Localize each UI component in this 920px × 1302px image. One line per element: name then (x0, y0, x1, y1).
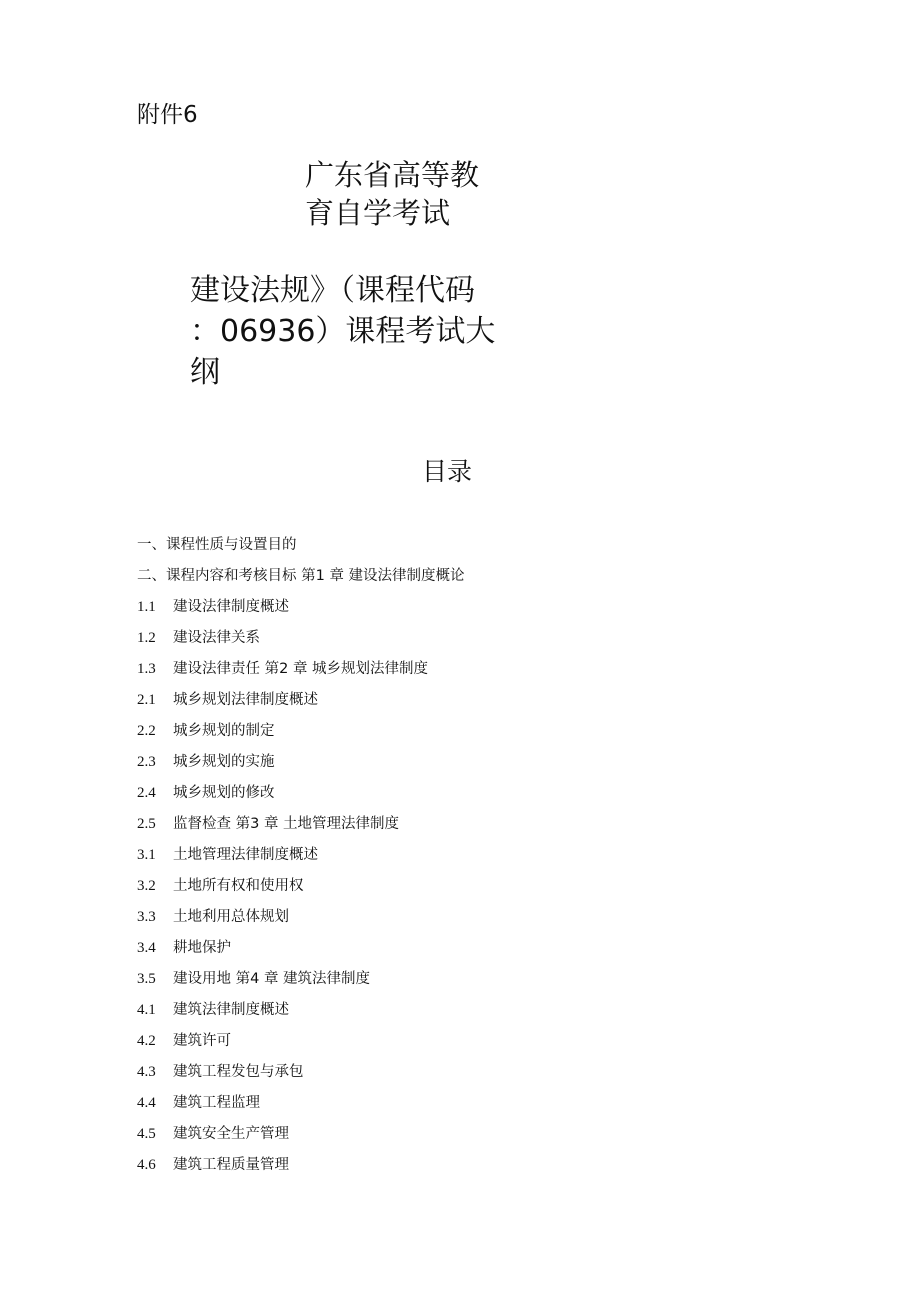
toc-entry[interactable] (137, 563, 465, 594)
toc-entry[interactable] (137, 966, 465, 997)
toc-entry-text: 建设法律关系 (173, 630, 260, 646)
toc-entry-number: 3.4 (137, 940, 156, 956)
toc-entry[interactable] (137, 718, 465, 749)
toc-entry[interactable] (137, 935, 465, 966)
toc-entry-text: 城乡规划的修改 (173, 785, 275, 801)
toc-entry-number: 2.3 (137, 754, 156, 770)
toc-entry-number: 3.3 (137, 909, 156, 925)
toc-entry[interactable] (137, 1059, 465, 1090)
toc-entry-number: 3.2 (137, 878, 156, 894)
attachment-label: 附件6 (137, 102, 198, 128)
title-line: 育自学考试 (305, 196, 451, 230)
toc-entry-text: 耕地保护 (173, 940, 231, 956)
toc-entry-number: 2.5 (137, 816, 156, 832)
toc-entry-text: 建筑法律制度概述 (173, 1002, 289, 1018)
toc-entry[interactable] (137, 873, 465, 904)
toc-entry[interactable] (137, 811, 465, 842)
table-of-contents (137, 532, 465, 1183)
toc-entry-number: 1.2 (137, 630, 156, 646)
toc-entry[interactable] (137, 1152, 465, 1183)
toc-entry-number: 4.6 (137, 1157, 156, 1173)
toc-entry-text: 城乡规划法律制度概述 (173, 692, 318, 708)
toc-entry[interactable] (137, 687, 465, 718)
toc-entry-number: 2.1 (137, 692, 156, 708)
toc-entry-number: 2.4 (137, 785, 156, 801)
toc-entry-text: 建筑安全生产管理 (173, 1126, 289, 1142)
toc-entry-number: 4.1 (137, 1002, 156, 1018)
toc-entry[interactable] (137, 656, 465, 687)
toc-entry-number: 1.3 (137, 661, 156, 677)
toc-entry-text: 城乡规划的制定 (173, 723, 275, 739)
toc-entry[interactable] (137, 842, 465, 873)
toc-entry-number: 3.5 (137, 971, 156, 987)
toc-entry-number: 1.1 (137, 599, 156, 615)
toc-entry-text: 建设用地 第4 章 建筑法律制度 (173, 971, 371, 987)
toc-entry-text: 建设法律责任 第2 章 城乡规划法律制度 (173, 661, 429, 677)
toc-entry[interactable] (137, 625, 465, 656)
toc-entry-number: 4.2 (137, 1033, 156, 1049)
toc-entry-number: 4.3 (137, 1064, 156, 1080)
subtitle-line: ：06936）课程考试大 (190, 314, 496, 349)
toc-entry[interactable] (137, 1090, 465, 1121)
toc-entry-text: 城乡规划的实施 (173, 754, 275, 770)
toc-entry-number: 3.1 (137, 847, 156, 863)
toc-entry-text: 监督检查 第3 章 土地管理法律制度 (173, 816, 400, 832)
toc-entry[interactable] (137, 780, 465, 811)
toc-entry[interactable] (137, 594, 465, 625)
toc-entry-text: 土地管理法律制度概述 (173, 847, 318, 863)
toc-entry-text: 土地利用总体规划 (173, 909, 289, 925)
toc-entry-text: 二、课程内容和考核目标 第1 章 建设法律制度概论 (137, 568, 465, 584)
toc-entry-text: 建筑工程监理 (173, 1095, 260, 1111)
toc-entry-text: 建筑工程质量管理 (173, 1157, 289, 1173)
toc-entry-number: 2.2 (137, 723, 156, 739)
document-title (305, 156, 479, 232)
toc-entry[interactable] (137, 997, 465, 1028)
toc-entry-text: 建筑许可 (173, 1033, 231, 1049)
title-line: 广东省高等教 (305, 158, 480, 192)
toc-entry-text: 土地所有权和使用权 (173, 878, 304, 894)
document-subtitle (190, 270, 495, 393)
toc-entry[interactable] (137, 749, 465, 780)
subtitle-line: 建设法规》（课程代码 (190, 273, 475, 308)
subtitle-line: 纲 (190, 355, 220, 390)
toc-entry[interactable] (137, 1028, 465, 1059)
toc-entry-text: 一、课程性质与设置目的 (137, 537, 297, 553)
toc-heading: 目录 (422, 457, 473, 486)
toc-entry[interactable] (137, 904, 465, 935)
toc-entry-number: 4.4 (137, 1095, 156, 1111)
toc-entry[interactable] (137, 1121, 465, 1152)
toc-entry-number: 4.5 (137, 1126, 156, 1142)
toc-entry[interactable] (137, 532, 465, 563)
toc-entry-text: 建筑工程发包与承包 (173, 1064, 304, 1080)
toc-entry-text: 建设法律制度概述 (173, 599, 289, 615)
